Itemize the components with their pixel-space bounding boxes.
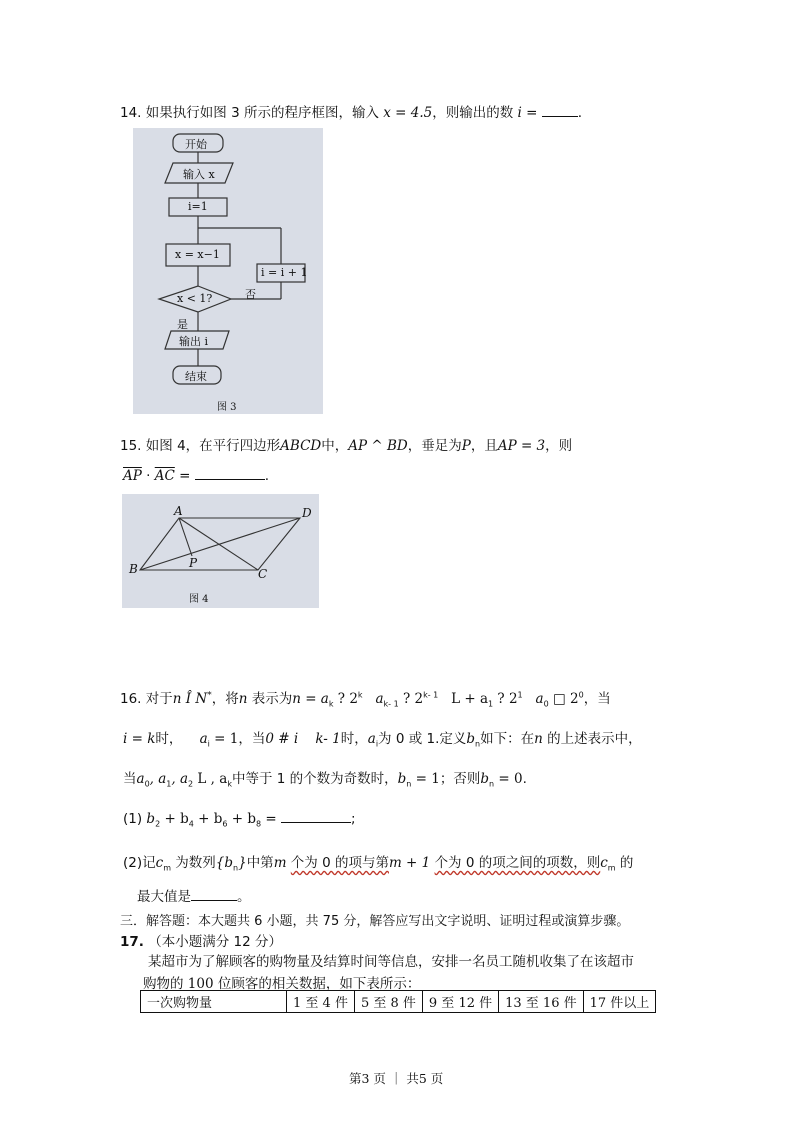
update-label: x = x−1 bbox=[175, 248, 220, 261]
subscript: 0 bbox=[543, 699, 549, 709]
table-cell: 5 至 8 件 bbox=[354, 991, 422, 1013]
math-expr: = 1 bbox=[415, 771, 440, 787]
purchase-table bbox=[140, 990, 656, 1013]
segment-ap bbox=[179, 518, 192, 556]
question-text: 个为 0 的项之间的项数，则 bbox=[434, 855, 601, 871]
math-expr: + b bbox=[164, 811, 189, 827]
table-cell: 1 至 4 件 bbox=[287, 991, 355, 1013]
question-text: 对于 bbox=[145, 691, 173, 707]
subscript: 2 bbox=[188, 779, 194, 789]
subscript: k bbox=[328, 699, 334, 709]
question-text: 当 bbox=[123, 771, 137, 787]
subscript: 2 bbox=[155, 819, 161, 829]
math-expr: a bbox=[136, 771, 145, 787]
subscript: m bbox=[163, 863, 171, 873]
question-number: 14. bbox=[120, 105, 142, 121]
question-text: 如果执行如图 3 所示的程序框图，输入 bbox=[145, 105, 379, 121]
subscript: 1 bbox=[488, 699, 494, 709]
math-expr: , a bbox=[149, 771, 167, 787]
answer-blank bbox=[191, 888, 237, 901]
math-expr: L , a bbox=[197, 771, 228, 787]
question-text: 最大值是 bbox=[137, 889, 191, 905]
period: . bbox=[522, 771, 527, 787]
superscript: 1 bbox=[517, 690, 523, 700]
subscript: i bbox=[375, 739, 379, 749]
math-expr: a bbox=[535, 691, 544, 707]
label-a: A bbox=[174, 504, 183, 518]
superscript: k- 1 bbox=[423, 690, 439, 700]
math-expr: = 0 bbox=[498, 771, 523, 787]
label-b: B bbox=[129, 562, 138, 576]
subscript: n bbox=[475, 739, 481, 749]
question-text: 中第 bbox=[246, 855, 274, 871]
math-expr: x = 4.5 bbox=[383, 105, 433, 121]
math-expr: b bbox=[397, 771, 407, 787]
math-expr: n = a bbox=[292, 691, 329, 707]
subscript: k- 1 bbox=[383, 699, 399, 709]
math-expr: ? 2 bbox=[497, 691, 518, 707]
math-expr: ? 2 bbox=[337, 691, 358, 707]
math-var: m bbox=[273, 855, 287, 871]
no-label: 否 bbox=[245, 288, 256, 301]
question-17-header bbox=[120, 930, 282, 950]
question-17-text1: 某超市为了解顾客的购物量及结算时间等信息，安排一名员工随机收集了在该超市 bbox=[148, 954, 634, 970]
math-expr: a bbox=[375, 691, 384, 707]
question-number: 15. bbox=[120, 438, 142, 454]
period: . bbox=[577, 105, 583, 121]
label-d: D bbox=[302, 506, 312, 520]
table-cell: 13 至 16 件 bbox=[499, 991, 583, 1013]
question-text: 时， bbox=[155, 731, 183, 747]
superscript: 0 bbox=[578, 690, 584, 700]
equals-sign: = bbox=[526, 105, 538, 121]
flowchart-figure bbox=[133, 128, 323, 414]
question-text: 表示为 bbox=[251, 691, 293, 707]
question-text: 中， bbox=[321, 438, 349, 454]
question-16-part1 bbox=[123, 810, 356, 829]
question-text: ，将 bbox=[211, 691, 239, 707]
math-expr: k- 1 bbox=[315, 731, 341, 747]
question-text: ，当 bbox=[238, 731, 266, 747]
question-text: 如下：在 bbox=[480, 731, 535, 747]
parallelogram-svg bbox=[122, 494, 319, 608]
math-expr: c bbox=[600, 855, 608, 871]
page-footer: 第3 页 ｜ 共5 页 bbox=[349, 1071, 444, 1086]
subscript: 1 bbox=[166, 779, 172, 789]
subscript: n bbox=[233, 863, 239, 873]
math-expr: m + 1 bbox=[388, 855, 431, 871]
subscript: 8 bbox=[256, 819, 262, 829]
math-expr: = 1 bbox=[214, 731, 239, 747]
init-label: i=1 bbox=[188, 200, 208, 213]
question-16-line2 bbox=[123, 727, 642, 749]
math-expr: AP = 3 bbox=[497, 438, 546, 454]
question-text: ，垂足为 bbox=[407, 438, 462, 454]
part-label: (2)记 bbox=[123, 855, 156, 871]
question-16-part2-line2 bbox=[137, 885, 251, 905]
math-expr: , a bbox=[171, 771, 189, 787]
vector-ac: $\overline{AC}$ bbox=[154, 468, 175, 484]
question-17-text2: 购物的 100 位顾客的相关数据，如下表所示： bbox=[143, 976, 421, 992]
subscript: n bbox=[406, 779, 412, 789]
math-var: i bbox=[517, 105, 522, 121]
question-text: 为 0 或 1.定义 bbox=[378, 731, 467, 747]
question-text: 如图 4，在平行四边形 bbox=[145, 438, 281, 454]
question-text: ；否则 bbox=[439, 771, 481, 787]
superscript: k bbox=[357, 690, 363, 700]
question-text: 个为 0 的项与第 bbox=[290, 855, 389, 871]
math-expr: ? 2 bbox=[402, 691, 424, 707]
equals-sign: = bbox=[179, 468, 191, 484]
subscript: 6 bbox=[222, 819, 228, 829]
math-expr: a bbox=[367, 731, 376, 747]
answer-blank bbox=[195, 467, 265, 480]
subscript: 0 bbox=[144, 779, 150, 789]
question-text: ，当 bbox=[583, 691, 611, 707]
parallelogram-figure bbox=[122, 494, 319, 608]
part-label: (1) bbox=[123, 811, 143, 827]
question-16-line3 bbox=[123, 767, 527, 789]
score-note: （本小题满分 12 分） bbox=[148, 934, 282, 950]
math-expr: b bbox=[146, 811, 156, 827]
table-row bbox=[141, 991, 656, 1013]
question-text: ，则 bbox=[545, 438, 573, 454]
figure-caption: 图 3 bbox=[217, 402, 237, 413]
math-expr: b bbox=[466, 731, 476, 747]
math-var: n bbox=[534, 731, 543, 747]
math-expr: + b bbox=[198, 811, 223, 827]
subscript: 4 bbox=[188, 819, 194, 829]
question-text: 中等于 1 的个数为奇数时， bbox=[231, 771, 398, 787]
subscript: k bbox=[227, 779, 232, 789]
table-cell: 一次购物量 bbox=[141, 991, 287, 1013]
input-label: 输入 x bbox=[183, 168, 215, 181]
subscript: i bbox=[207, 739, 210, 749]
question-number: 17. bbox=[120, 934, 144, 950]
question-14 bbox=[120, 101, 582, 121]
semicolon: ; bbox=[351, 811, 356, 827]
math-expr: a bbox=[199, 731, 208, 747]
math-expr: i = k bbox=[123, 731, 156, 747]
question-number: 16. bbox=[120, 691, 142, 707]
figure-caption: 图 4 bbox=[189, 594, 209, 605]
diagonal-bd bbox=[140, 518, 300, 570]
math-var: n bbox=[238, 691, 248, 707]
dot-operator: · bbox=[146, 468, 151, 484]
question-text: 为数列 bbox=[175, 855, 216, 871]
math-expr: } bbox=[238, 855, 247, 871]
section-3-title: 三．解答题：本大题共 6 小题，共 75 分，解答应写出文字说明、证明过程或演算步骤。 bbox=[120, 914, 630, 929]
output-label: 输出 i bbox=[179, 335, 209, 348]
question-text: 的 bbox=[619, 855, 634, 871]
table-cell: 17 件以上 bbox=[583, 991, 656, 1013]
vector-ap: $\overline{AP}$ bbox=[123, 468, 142, 484]
question-text: 的上述表示中， bbox=[547, 731, 642, 747]
question-text: 时， bbox=[340, 731, 368, 747]
loop-label: i = i + 1 bbox=[261, 266, 308, 279]
superscript: * bbox=[207, 690, 212, 701]
question-15-line2 bbox=[123, 467, 269, 484]
math-expr: L + a bbox=[451, 691, 489, 707]
label-p: P bbox=[189, 556, 198, 570]
equals-sign: = bbox=[265, 811, 277, 827]
question-15 bbox=[120, 434, 572, 454]
yes-label: 是 bbox=[177, 318, 188, 331]
math-expr: + b bbox=[231, 811, 256, 827]
question-16-part2 bbox=[123, 851, 633, 873]
math-expr: n Î N bbox=[172, 691, 208, 707]
decision-label: x < 1? bbox=[177, 292, 213, 305]
subscript: n bbox=[489, 779, 495, 789]
question-text: ，则输出的数 bbox=[432, 105, 514, 121]
math-expr: {b bbox=[215, 855, 234, 871]
math-expr: AP ^ BD bbox=[348, 438, 408, 454]
table-cell: 9 至 12 件 bbox=[422, 991, 498, 1013]
subscript: m bbox=[607, 863, 616, 873]
math-expr: ABCD bbox=[280, 438, 322, 454]
period: . bbox=[264, 468, 270, 484]
math-expr: c bbox=[155, 855, 164, 871]
math-expr: □ 2 bbox=[552, 691, 579, 707]
math-expr: 0 # i bbox=[265, 731, 299, 747]
answer-blank bbox=[281, 810, 351, 823]
question-16-line1 bbox=[120, 687, 611, 709]
question-text: ，且 bbox=[470, 438, 498, 454]
answer-blank bbox=[542, 104, 578, 117]
math-expr: b bbox=[480, 771, 490, 787]
math-var: P bbox=[461, 438, 471, 454]
start-label: 开始 bbox=[185, 138, 207, 151]
end-label: 结束 bbox=[185, 370, 207, 383]
label-c: C bbox=[258, 567, 268, 581]
period: 。 bbox=[237, 889, 251, 905]
